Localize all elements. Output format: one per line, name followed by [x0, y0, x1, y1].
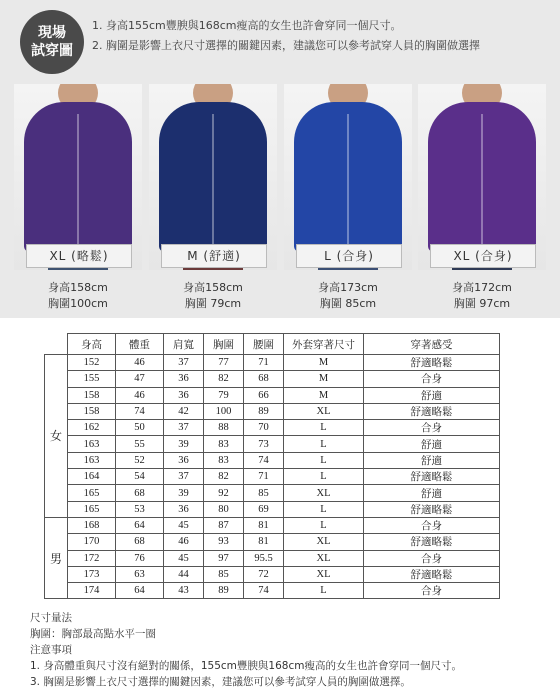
- footer-line: 3. 胸圍是影響上衣尺寸選擇的關鍵因素，建議您可以參考試穿人員的胸圍做選擇。: [30, 676, 411, 688]
- table-cell: 95.5: [244, 550, 284, 566]
- table-row: [45, 583, 500, 599]
- table-cell: 37: [164, 355, 204, 371]
- badge-line1: 現場: [38, 25, 66, 41]
- table-cell: 92: [204, 485, 244, 501]
- table-cell: M: [284, 371, 364, 387]
- footer-line: 尺寸量法: [30, 612, 72, 624]
- footer-line: 胸圍：胸部最高點水平一圈: [30, 628, 156, 640]
- table-cell: 163: [68, 436, 116, 452]
- table-cell: 168: [68, 517, 116, 533]
- table-cell: 66: [244, 387, 284, 403]
- table-header-row: [45, 334, 500, 355]
- table-row: [45, 550, 500, 566]
- table-cell: 74: [244, 583, 284, 599]
- table-cell: 舒適略鬆: [364, 566, 500, 582]
- col-header: 外套穿著尺寸: [284, 334, 364, 355]
- table-cell: 80: [204, 501, 244, 517]
- table-cell: 36: [164, 501, 204, 517]
- gender-label: 女: [45, 355, 68, 518]
- col-header: 身高: [68, 334, 116, 355]
- note-2: 2. 胸圍是影響上衣尺寸選擇的關鍵因素，建議您可以參考試穿人員的胸圍做選擇: [92, 39, 480, 52]
- table-cell: 45: [164, 550, 204, 566]
- table-cell: 93: [204, 534, 244, 550]
- model-photo-4: [418, 84, 546, 270]
- footer-line: 1. 身高體重與尺寸沒有絕對的關係，155cm豐腴與168cm瘦高的女生也許會穿同一個尺寸。: [30, 660, 462, 672]
- table-cell: XL: [284, 403, 364, 419]
- table-cell: 152: [68, 355, 116, 371]
- model-chest: 胸圍100cm: [48, 297, 108, 310]
- model-caption-1: [14, 280, 142, 312]
- table-cell: 36: [164, 371, 204, 387]
- table-cell: 155: [68, 371, 116, 387]
- table-cell: L: [284, 501, 364, 517]
- table-cell: 63: [116, 566, 164, 582]
- fitting-notes: [92, 16, 480, 56]
- table-cell: 163: [68, 452, 116, 468]
- table-cell: 37: [164, 469, 204, 485]
- table-cell: 54: [116, 469, 164, 485]
- table-cell: 舒適略鬆: [364, 355, 500, 371]
- table-row: [45, 371, 500, 387]
- col-header: 體重: [116, 334, 164, 355]
- table-cell: 舒適略鬆: [364, 534, 500, 550]
- model-photo-3: [284, 84, 412, 270]
- table-cell: 85: [244, 485, 284, 501]
- table-cell: 46: [116, 355, 164, 371]
- note-1: 1. 身高155cm豐腴與168cm瘦高的女生也許會穿同一個尺寸。: [92, 19, 402, 32]
- table-cell: 舒適: [364, 485, 500, 501]
- size-table: [44, 333, 500, 599]
- fitting-badge: [20, 10, 84, 74]
- table-cell: 82: [204, 371, 244, 387]
- table-cell: 81: [244, 517, 284, 533]
- model-height: 身高173cm: [318, 281, 378, 294]
- table-cell: 55: [116, 436, 164, 452]
- table-row: [45, 436, 500, 452]
- col-header: 胸圍: [204, 334, 244, 355]
- table-cell: 舒適略鬆: [364, 403, 500, 419]
- model-caption-4: [418, 280, 546, 312]
- table-cell: 47: [116, 371, 164, 387]
- table-cell: 100: [204, 403, 244, 419]
- table-cell: 合身: [364, 550, 500, 566]
- table-cell: 164: [68, 469, 116, 485]
- table-row: [45, 452, 500, 468]
- table-cell: 43: [164, 583, 204, 599]
- table-cell: 74: [244, 452, 284, 468]
- table-cell: XL: [284, 485, 364, 501]
- table-cell: 158: [68, 403, 116, 419]
- size-label-1: XL (略鬆): [26, 244, 132, 268]
- table-cell: L: [284, 436, 364, 452]
- table-cell: 79: [204, 387, 244, 403]
- table-cell: M: [284, 387, 364, 403]
- badge-line2: 試穿圖: [31, 43, 73, 59]
- table-row: [45, 517, 500, 533]
- table-cell: 合身: [364, 371, 500, 387]
- table-row: [45, 534, 500, 550]
- table-cell: L: [284, 452, 364, 468]
- table-cell: 70: [244, 420, 284, 436]
- model-height: 身高158cm: [183, 281, 243, 294]
- table-cell: 52: [116, 452, 164, 468]
- table-cell: 87: [204, 517, 244, 533]
- table-cell: 71: [244, 355, 284, 371]
- table-row: [45, 387, 500, 403]
- col-header: 穿著感受: [364, 334, 500, 355]
- col-header: 腰圍: [244, 334, 284, 355]
- model-photo-1: [14, 84, 142, 270]
- table-cell: 97: [204, 550, 244, 566]
- model-chest: 胸圍 79cm: [184, 297, 242, 310]
- table-cell: 71: [244, 469, 284, 485]
- table-cell: 合身: [364, 583, 500, 599]
- table-cell: 舒適: [364, 387, 500, 403]
- table-cell: 39: [164, 436, 204, 452]
- table-row: [45, 501, 500, 517]
- table-cell: 37: [164, 420, 204, 436]
- table-cell: 合身: [364, 420, 500, 436]
- table-cell: 合身: [364, 517, 500, 533]
- table-cell: 72: [244, 566, 284, 582]
- size-label-4: XL (合身): [430, 244, 536, 268]
- fitting-section: [0, 0, 560, 318]
- table-cell: 74: [116, 403, 164, 419]
- table-row: [45, 485, 500, 501]
- table-cell: 53: [116, 501, 164, 517]
- table-row: [45, 355, 500, 371]
- col-header: 肩寬: [164, 334, 204, 355]
- table-cell: 170: [68, 534, 116, 550]
- table-row: [45, 403, 500, 419]
- table-cell: 68: [116, 534, 164, 550]
- table-cell: 36: [164, 387, 204, 403]
- table-body: [45, 355, 500, 599]
- table-cell: XL: [284, 566, 364, 582]
- table-cell: 64: [116, 583, 164, 599]
- model-photo-2: [149, 84, 277, 270]
- table-cell: 83: [204, 452, 244, 468]
- table-cell: 36: [164, 452, 204, 468]
- table-cell: 舒適略鬆: [364, 469, 500, 485]
- size-label-3: L (合身): [296, 244, 402, 268]
- footer-line: 注意事項: [30, 644, 72, 656]
- table-cell: 81: [244, 534, 284, 550]
- table-cell: 39: [164, 485, 204, 501]
- table-cell: 73: [244, 436, 284, 452]
- model-caption-3: [284, 280, 412, 312]
- table-cell: 165: [68, 501, 116, 517]
- table-cell: L: [284, 469, 364, 485]
- table-cell: XL: [284, 534, 364, 550]
- table-cell: 76: [116, 550, 164, 566]
- table-cell: 舒適: [364, 436, 500, 452]
- model-chest: 胸圍 97cm: [453, 297, 511, 310]
- table-cell: L: [284, 420, 364, 436]
- table-cell: 46: [164, 534, 204, 550]
- model-height: 身高172cm: [452, 281, 512, 294]
- table-cell: 158: [68, 387, 116, 403]
- table-cell: 舒適: [364, 452, 500, 468]
- table-cell: 172: [68, 550, 116, 566]
- table-cell: 85: [204, 566, 244, 582]
- table-row: [45, 420, 500, 436]
- table-cell: 69: [244, 501, 284, 517]
- table-cell: 舒適略鬆: [364, 501, 500, 517]
- table-row: [45, 469, 500, 485]
- table-cell: 82: [204, 469, 244, 485]
- model-height: 身高158cm: [48, 281, 108, 294]
- table-cell: 89: [204, 583, 244, 599]
- size-label-2: M (舒適): [161, 244, 267, 268]
- table-cell: 64: [116, 517, 164, 533]
- table-cell: 46: [116, 387, 164, 403]
- table-cell: XL: [284, 550, 364, 566]
- table-cell: 44: [164, 566, 204, 582]
- table-cell: 45: [164, 517, 204, 533]
- table-cell: 89: [244, 403, 284, 419]
- table-cell: L: [284, 517, 364, 533]
- table-cell: 83: [204, 436, 244, 452]
- model-caption-2: [149, 280, 277, 312]
- table-cell: 50: [116, 420, 164, 436]
- table-cell: M: [284, 355, 364, 371]
- table-cell: L: [284, 583, 364, 599]
- table-cell: 174: [68, 583, 116, 599]
- table-cell: 68: [116, 485, 164, 501]
- gender-label: 男: [45, 517, 68, 598]
- table-cell: 162: [68, 420, 116, 436]
- table-cell: 42: [164, 403, 204, 419]
- footer-notes: [30, 610, 462, 690]
- table-row: [45, 566, 500, 582]
- table-cell: 68: [244, 371, 284, 387]
- table-cell: 88: [204, 420, 244, 436]
- table-cell: 173: [68, 566, 116, 582]
- model-chest: 胸圍 85cm: [319, 297, 377, 310]
- table-cell: 165: [68, 485, 116, 501]
- table-cell: 77: [204, 355, 244, 371]
